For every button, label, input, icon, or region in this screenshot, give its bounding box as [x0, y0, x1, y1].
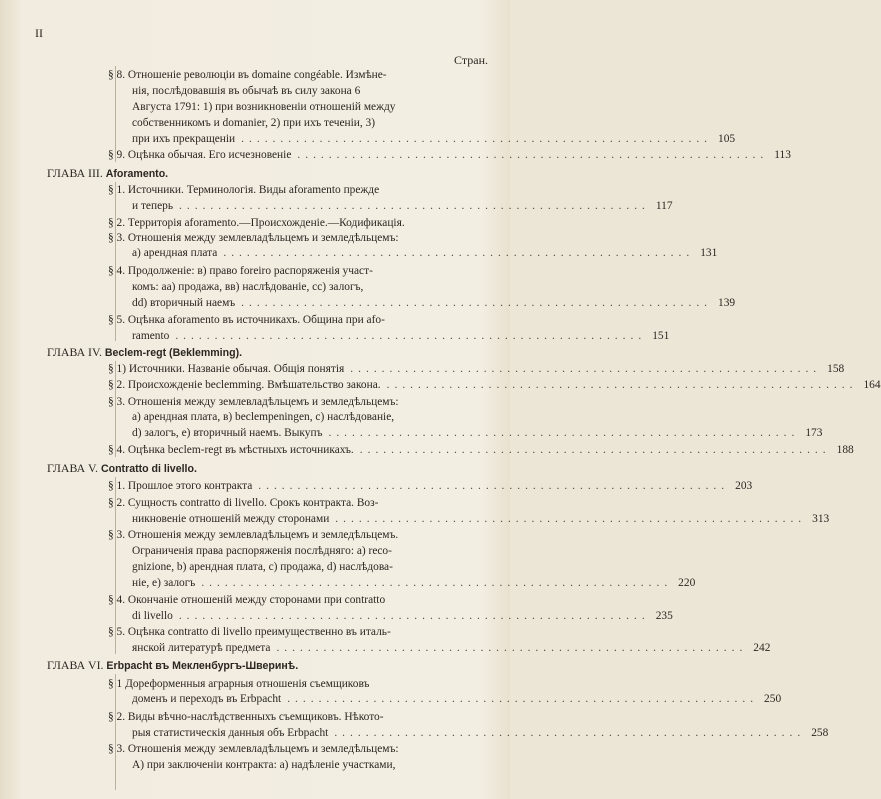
- toc-line: [132, 692, 782, 707]
- toc-line: [132, 609, 673, 624]
- toc-line-text: рыя статистическiя данныя объ Erbpacht: [132, 727, 329, 739]
- dot-leader: ............................................................: [359, 444, 831, 456]
- toc-line-text: при ихъ прекращенiи: [132, 133, 236, 145]
- toc-line-text: доменъ и переходъ въ Erbpacht: [132, 693, 282, 705]
- dot-leader: ............................................................: [175, 330, 647, 342]
- page-ref: 113: [774, 149, 791, 161]
- toc-line-text: А) при заключенiи контракта: а) надѣленiе участками,: [132, 759, 396, 771]
- dot-leader: ............................................................: [241, 133, 713, 145]
- toc-line-text: § 4. Окончанiе отношенiй между сторонами при contratto: [108, 594, 386, 606]
- page-ref: 250: [764, 693, 782, 705]
- toc-line-text: Ограниченiя права распоряженiя послѣдняго: а) reco-: [132, 545, 392, 557]
- dot-leader: ............................................................: [241, 297, 713, 309]
- section-rule: [115, 182, 116, 341]
- toc-line: [132, 512, 830, 527]
- toc-line: [132, 116, 492, 131]
- page-ref: 117: [655, 200, 673, 212]
- toc-line: [132, 426, 823, 441]
- toc-line: [108, 264, 492, 279]
- toc-line-text: ramento: [132, 330, 170, 342]
- page-ref: 151: [652, 330, 670, 342]
- section-rule: [115, 674, 116, 790]
- toc-line: [108, 395, 492, 410]
- toc-line: [108, 362, 845, 377]
- toc-line-text: § 1. Источники. Терминологiя. Виды aforamento прежде: [108, 184, 380, 196]
- section-rule: [115, 66, 116, 162]
- dot-leader: ............................................................: [178, 610, 650, 622]
- toc-line: [108, 710, 492, 725]
- page-ref: 313: [812, 513, 830, 525]
- toc-line: [108, 528, 492, 543]
- toc-line: [132, 560, 492, 575]
- toc-line: [132, 280, 492, 295]
- toc-line-text: § 5. Оцѣнка aforamento въ источникахъ. Община при afo-: [108, 314, 385, 326]
- toc-line-text: нiе, е) залогъ: [132, 577, 196, 589]
- dot-leader: ............................................................: [179, 200, 650, 212]
- page-number: II: [35, 26, 43, 40]
- chapter-label: ГЛАВА V.: [47, 461, 101, 475]
- toc-line-text: § 3. Отношенiя между землевладѣльцемъ и земледѣльцемъ:: [108, 743, 399, 755]
- toc-line: [108, 742, 492, 757]
- chapter-heading: [47, 345, 492, 360]
- toc-line: [108, 677, 492, 692]
- chapter-label: ГЛАВА VI.: [47, 658, 107, 672]
- dot-leader: ............................................................: [386, 379, 858, 391]
- toc-line-text: собственникомъ и domanier, 2) при ихъ теченiи, 3): [132, 117, 376, 129]
- toc-line-text: § 4. Продолженiе: в) право foreiro распоряженiя участ-: [108, 265, 373, 277]
- toc-line-text: § 3. Отношенiя между землевладѣльцемъ и земледѣльцемъ:: [108, 396, 399, 408]
- page-ref: 164: [863, 379, 881, 391]
- dot-leader: ............................................................: [223, 247, 695, 259]
- chapter-title: Erbpacht въ Мекленбургъ-Шверинѣ.: [106, 660, 299, 672]
- dot-leader: ............................................................: [201, 577, 673, 589]
- toc-line-text: § 2. Виды вѣчно-наслѣдственныхъ съемщиковъ. Нѣкото-: [108, 711, 384, 723]
- toc-line-text: d) залогъ, е) вторичный наемъ. Выкупъ: [132, 427, 323, 439]
- chapter-label: ГЛАВА IV.: [47, 345, 105, 359]
- toc-line: [132, 100, 492, 115]
- chapter-title: Aforamento.: [105, 168, 169, 180]
- toc-line: [132, 329, 670, 344]
- page-ref: 139: [718, 297, 736, 309]
- toc-line-text: § 2. Сущность contratto di livello. Срокъ контракта. Воз-: [108, 497, 379, 509]
- page-ref: 158: [827, 363, 845, 375]
- chapter-heading: [47, 166, 492, 181]
- toc-line: [132, 641, 771, 656]
- toc-line-text: и теперь: [132, 200, 174, 212]
- toc-line: [108, 443, 854, 458]
- toc-line-text: § 9. Оцѣнка обычая. Его исчезновенiе: [108, 149, 292, 161]
- toc-line-text: § 3. Отношенiя между землевладѣльцемъ и земледѣльцемъ.: [108, 529, 399, 541]
- toc-line-text: § 1. Прошлое этого контракта: [108, 480, 253, 492]
- toc-line-text: а) арендная плата, в) beclempeningen, с) наслѣдованiе,: [132, 411, 395, 423]
- dot-leader: ............................................................: [258, 480, 730, 492]
- toc-line: [108, 378, 881, 393]
- toc-line: [108, 625, 492, 640]
- toc-line: [132, 84, 492, 99]
- toc-line-text: комъ: аа) продажа, вв) наслѣдованiе, сс) залогъ,: [132, 281, 364, 293]
- toc-line: [132, 132, 736, 147]
- toc-line-text: § 3. Отношенiя между землевладѣльцемъ и земледѣльцемъ:: [108, 232, 399, 244]
- toc-line-text: § 1 Дореформенныя аграрныя отношенiя съемщиковъ: [108, 678, 370, 690]
- section-rule: [115, 361, 116, 457]
- toc-line-text: янской литературѣ предмета: [132, 642, 271, 654]
- toc-line-text: gnizione, b) арендная плата, с) продажа, d) наслѣдова-: [132, 561, 393, 573]
- toc-line-text: § 1) Источники. Названiе обычая. Общiя понятiя: [108, 363, 345, 375]
- chapter-label: ГЛАВА III.: [47, 166, 106, 180]
- toc-line-text: Августа 1791: 1) при возникновенiи отношенiй между: [132, 101, 396, 113]
- page-ref: 220: [678, 577, 696, 589]
- page-ref: 131: [700, 247, 718, 259]
- toc-line-text: § 5. Оцѣнка contratto di livello преимущественно въ италь-: [108, 626, 391, 638]
- toc-line-text: нiя, послѣдовавшiя въ обычаѣ въ силу закона 6: [132, 85, 361, 97]
- toc-line: [132, 410, 492, 425]
- toc-line: [132, 726, 829, 741]
- toc-line: [132, 576, 696, 591]
- page-column-header: Стран.: [454, 53, 488, 67]
- page-ref: 105: [718, 133, 736, 145]
- dot-leader: ............................................................: [287, 693, 759, 705]
- chapter-heading: [47, 461, 492, 476]
- toc-line-text: § 2. Происхожденiе beclemming. Вмѣшательство закона.: [108, 379, 381, 391]
- page-ref: 173: [805, 427, 823, 439]
- dot-leader: ............................................................: [328, 427, 800, 439]
- page-ref: 203: [735, 480, 753, 492]
- toc-line: [108, 313, 492, 328]
- toc-line: [132, 544, 492, 559]
- toc-line-text: § 4. Оцѣнка beclem-regt въ мѣстныхъ источникахъ.: [108, 444, 354, 456]
- toc-line-text: § 8. Отношенiе революцiи въ domaine congéable. Измѣне-: [108, 69, 387, 81]
- toc-line: [108, 183, 492, 198]
- toc-line: [108, 593, 492, 608]
- dot-leader: ............................................................: [334, 727, 806, 739]
- toc-line: [108, 148, 791, 163]
- toc-line: [132, 758, 492, 773]
- page-ref: 188: [836, 444, 854, 456]
- toc-line-text: а) арендная плата: [132, 247, 218, 259]
- dot-leader: ............................................................: [335, 513, 807, 525]
- toc-line-text: di livello: [132, 610, 173, 622]
- page-ref: 242: [753, 642, 771, 654]
- page-ref: 235: [655, 610, 673, 622]
- toc-line: [132, 246, 718, 261]
- chapter-heading: [47, 658, 492, 673]
- toc-line: [108, 231, 492, 246]
- toc-line-text: dd) вторичный наемъ: [132, 297, 236, 309]
- dot-leader: ............................................................: [276, 642, 748, 654]
- chapter-title: Beclem-regt (Beklemming).: [104, 347, 243, 359]
- toc-line-text: никновенiе отношенiй между сторонами: [132, 513, 330, 525]
- toc-line: [108, 496, 492, 511]
- dot-leader: ............................................................: [350, 363, 822, 375]
- toc-line: [132, 199, 673, 214]
- toc-line-text: § 2. Территорiя aforamento.—Происхожденiе.—Кодификацiя.: [108, 217, 405, 229]
- toc-line: [108, 216, 492, 231]
- toc-line: [132, 296, 736, 311]
- toc-line: [108, 479, 753, 494]
- toc-line: [108, 68, 492, 83]
- chapter-title: Contratto di livello.: [100, 463, 197, 475]
- page-ref: 258: [811, 727, 829, 739]
- dot-leader: ............................................................: [297, 149, 769, 161]
- section-rule: [115, 477, 116, 654]
